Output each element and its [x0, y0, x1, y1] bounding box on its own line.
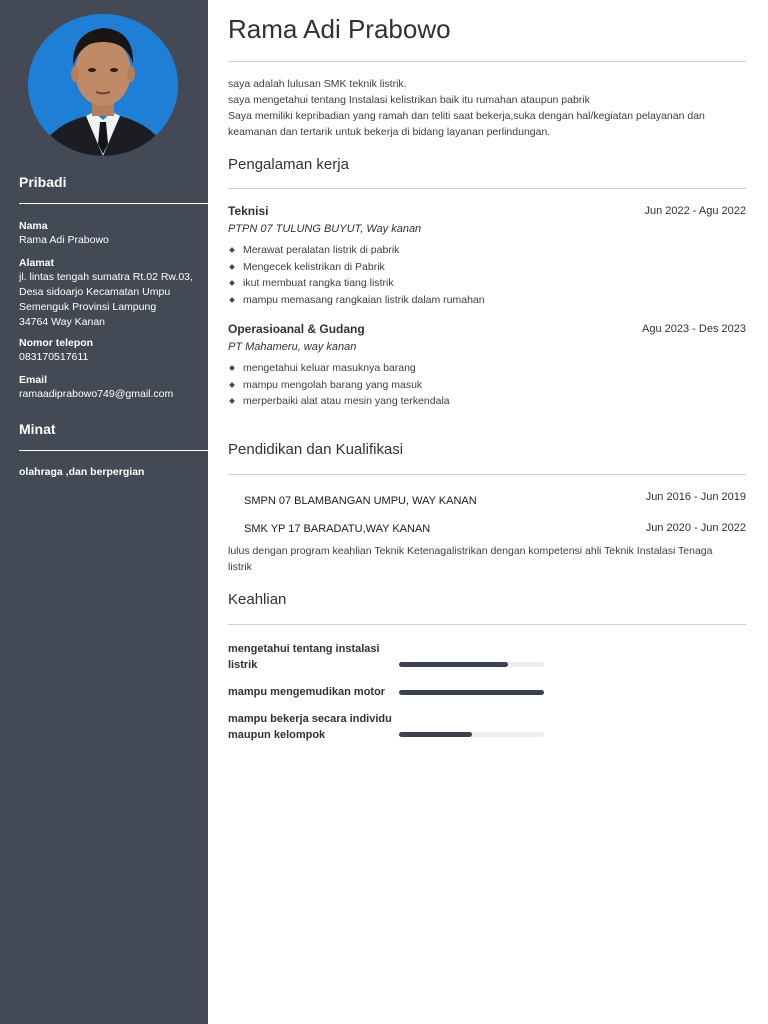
job-duties: [228, 242, 485, 308]
address-line: 34764 Way Kanan: [19, 316, 106, 328]
skill-name-line: mampu bekerja secara individu: [228, 713, 392, 725]
title-divider: [228, 61, 746, 62]
address-value: [19, 270, 204, 330]
sidebar: [0, 0, 208, 1024]
skill-name-line: listrik: [228, 659, 258, 671]
education-date: Jun 2016 - Jun 2019: [645, 491, 746, 503]
list-item: Merawat peralatan listrik di pabrik: [228, 242, 485, 259]
interests-value: olahraga ,dan berpergian: [19, 466, 145, 478]
address-line: jl. lintas tengah sumatra Rt.02 Rw.03,: [19, 271, 193, 283]
education-section-title: Pendidikan dan Kualifikasi: [228, 441, 404, 458]
education-divider: [228, 474, 746, 475]
list-item: merperbaiki alat atau mesin yang terkendala: [228, 393, 450, 410]
list-item: ikut membuat rangka tiang listrik: [228, 275, 485, 292]
profile-photo: [28, 14, 178, 156]
skill-level-bar: [399, 732, 544, 737]
email-value: ramaadiprabowo749@gmail.com: [19, 388, 174, 400]
education-school: SMK YP 17 BARADATU,WAY KANAN: [244, 523, 431, 535]
job-title: Operasioanal & Gudang: [228, 322, 365, 336]
list-item: Mengecek kelistrikan di Pabrik: [228, 259, 485, 276]
address-label: Alamat: [19, 257, 55, 269]
email-label: Email: [19, 374, 48, 386]
job-title: Teknisi: [228, 204, 269, 218]
education-date: Jun 2020 - Jun 2022: [645, 522, 746, 534]
address-line: Semenguk Provinsi Lampung: [19, 301, 157, 313]
education-description: [228, 543, 746, 575]
experience-divider: [228, 188, 746, 189]
skill-name-line: maupun kelompok: [228, 729, 326, 741]
education-school: SMPN 07 BLAMBANGAN UMPU, WAY KANAN: [244, 495, 477, 507]
skill-level-fill: [399, 732, 472, 737]
skill-level-bar: [399, 690, 544, 695]
education-description-line: listrik: [228, 561, 252, 573]
phone-value: 083170517611: [19, 351, 89, 363]
name-label: Nama: [19, 220, 48, 232]
skill-name: [228, 711, 398, 743]
skill-name-line: mengetahui tentang instalasi: [228, 643, 380, 655]
person-portrait-icon: [28, 14, 178, 156]
summary-line: keamanan dan tertarik untuk bekerja di bidang layanan perlindungan.: [228, 126, 551, 138]
job-company: PTPN 07 TULUNG BUYUT, Way kanan: [228, 223, 422, 235]
summary: [228, 76, 746, 140]
skill-level-fill: [399, 662, 508, 667]
job-date: Jun 2022 - Agu 2022: [644, 205, 746, 217]
education-description-line: lulus dengan program keahlian Teknik Ketenagalistrikan dengan kompetensi ahli Teknik Instalasi Tenaga: [228, 545, 713, 557]
skill-name: [228, 641, 398, 673]
interests-divider: [19, 450, 208, 451]
skill-name: [228, 684, 398, 700]
list-item: mampu mengolah barang yang masuk: [228, 377, 450, 394]
list-item: mengetahui keluar masuknya barang: [228, 360, 450, 377]
job-duties: [228, 360, 450, 410]
name-value: Rama Adi Prabowo: [19, 234, 109, 246]
skill-level-fill: [399, 690, 544, 695]
summary-line: Saya memiliki kepribadian yang ramah dan teliti saat bekerja,suka dengan hal/kegiatan pelayanan dan: [228, 110, 705, 122]
interests-section-title: Minat: [19, 421, 56, 437]
list-item: mampu memasang rangkaian listrik dalam rumahan: [228, 292, 485, 309]
personal-divider: [19, 203, 208, 204]
address-line: Desa sidoarjo Kecamatan Umpu: [19, 286, 171, 298]
job-company: PT Mahameru, way kanan: [228, 341, 357, 353]
personal-section-title: Pribadi: [19, 174, 67, 190]
job-date: Agu 2023 - Des 2023: [642, 323, 746, 335]
skills-divider: [228, 624, 746, 625]
summary-line: saya mengetahui tentang Instalasi kelistrikan baik itu rumahan ataupun pabrik: [228, 94, 590, 106]
summary-line: saya adalah lulusan SMK teknik listrik.: [228, 78, 407, 90]
experience-section-title: Pengalaman kerja: [228, 156, 349, 173]
skills-section-title: Keahlian: [228, 591, 287, 608]
skill-name-line: mampu mengemudikan motor: [228, 686, 386, 698]
phone-label: Nomor telepon: [19, 337, 94, 349]
page-title: Rama Adi Prabowo: [228, 14, 451, 44]
skill-level-bar: [399, 662, 544, 667]
